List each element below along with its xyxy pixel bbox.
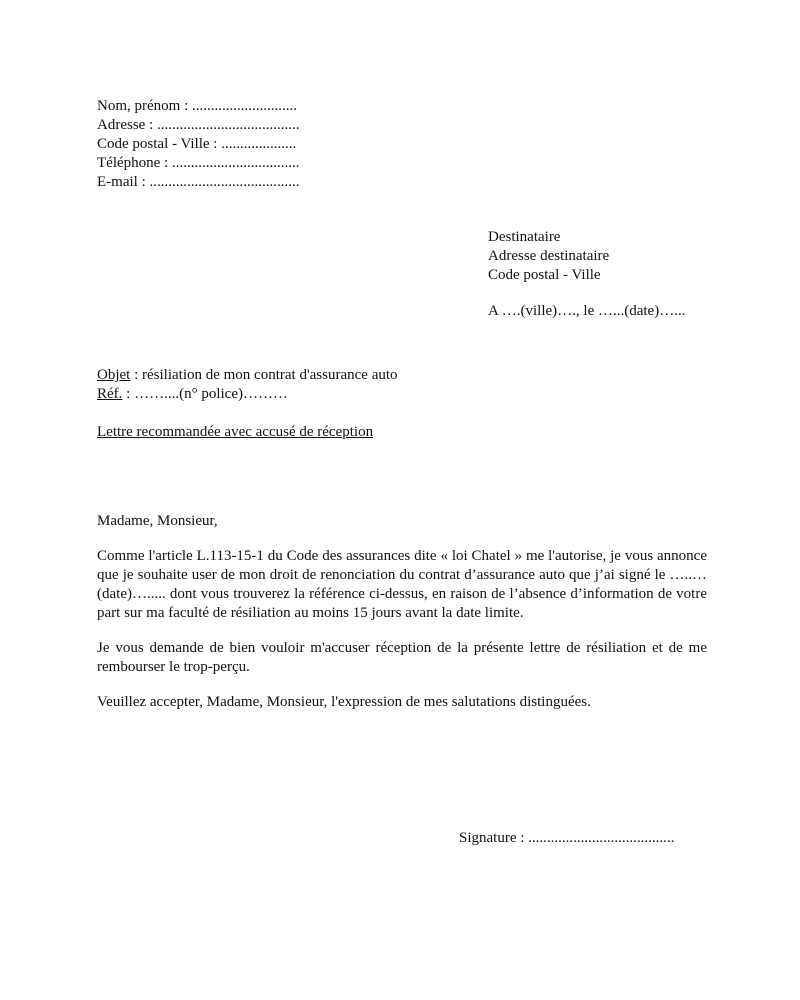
sender-postal-city-line: Code postal - Ville : .................... [97, 136, 297, 152]
salutation: Madame, Monsieur, [97, 513, 218, 529]
recipient-name: Destinataire [488, 229, 561, 245]
sender-name-line: Nom, prénom : ............................ [97, 98, 297, 114]
letter-body [97, 512, 707, 728]
subject-text: : résiliation de mon contrat d'assurance auto [130, 367, 398, 383]
subject-label: Objet [97, 367, 131, 383]
reference-line [97, 385, 398, 404]
place-date-line: A ….(ville)…., le …...(date)…... [488, 303, 686, 319]
closing-formula: Veuillez accepter, Madame, Monsieur, l'expression de mes salutations distinguées. [97, 694, 591, 710]
registered-mail-notice: Lettre recommandée avec accusé de réception [97, 424, 374, 440]
recipient-address: Adresse destinataire [488, 248, 610, 264]
sender-address-line: Adresse : ...................................... [97, 117, 300, 133]
body-paragraph-2: Je vous demande de bien vouloir m'accuser réception de la présente lettre de résiliation et de me rembourser le trop-perçu. [97, 640, 707, 675]
subject-line [97, 366, 398, 385]
sender-phone-line: Téléphone : .................................. [97, 155, 300, 171]
subject-block [97, 366, 398, 404]
sender-block [97, 97, 300, 192]
signature-line: Signature : ....................................... [459, 830, 675, 846]
reference-text: : ……....(n° police)……… [122, 386, 288, 402]
recipient-block [488, 228, 609, 285]
body-paragraph-1: Comme l'article L.113-15-1 du Code des assurances dite « loi Chatel » me l'autorise, je vous annonce que je souhaite user de mon droit de renonciation du contrat d’assurance auto que j’ai signé le …..…(date)…..... dont vous trouverez la référence ci-dessus, en raison de l’absence d’information de votre part sur ma faculté de résiliation au moins 15 jours avant la date limite. [97, 548, 707, 621]
reference-label: Réf. [97, 386, 123, 402]
recipient-postal-city: Code postal - Ville [488, 267, 601, 283]
sender-email-line: E-mail : ........................................ [97, 174, 300, 190]
